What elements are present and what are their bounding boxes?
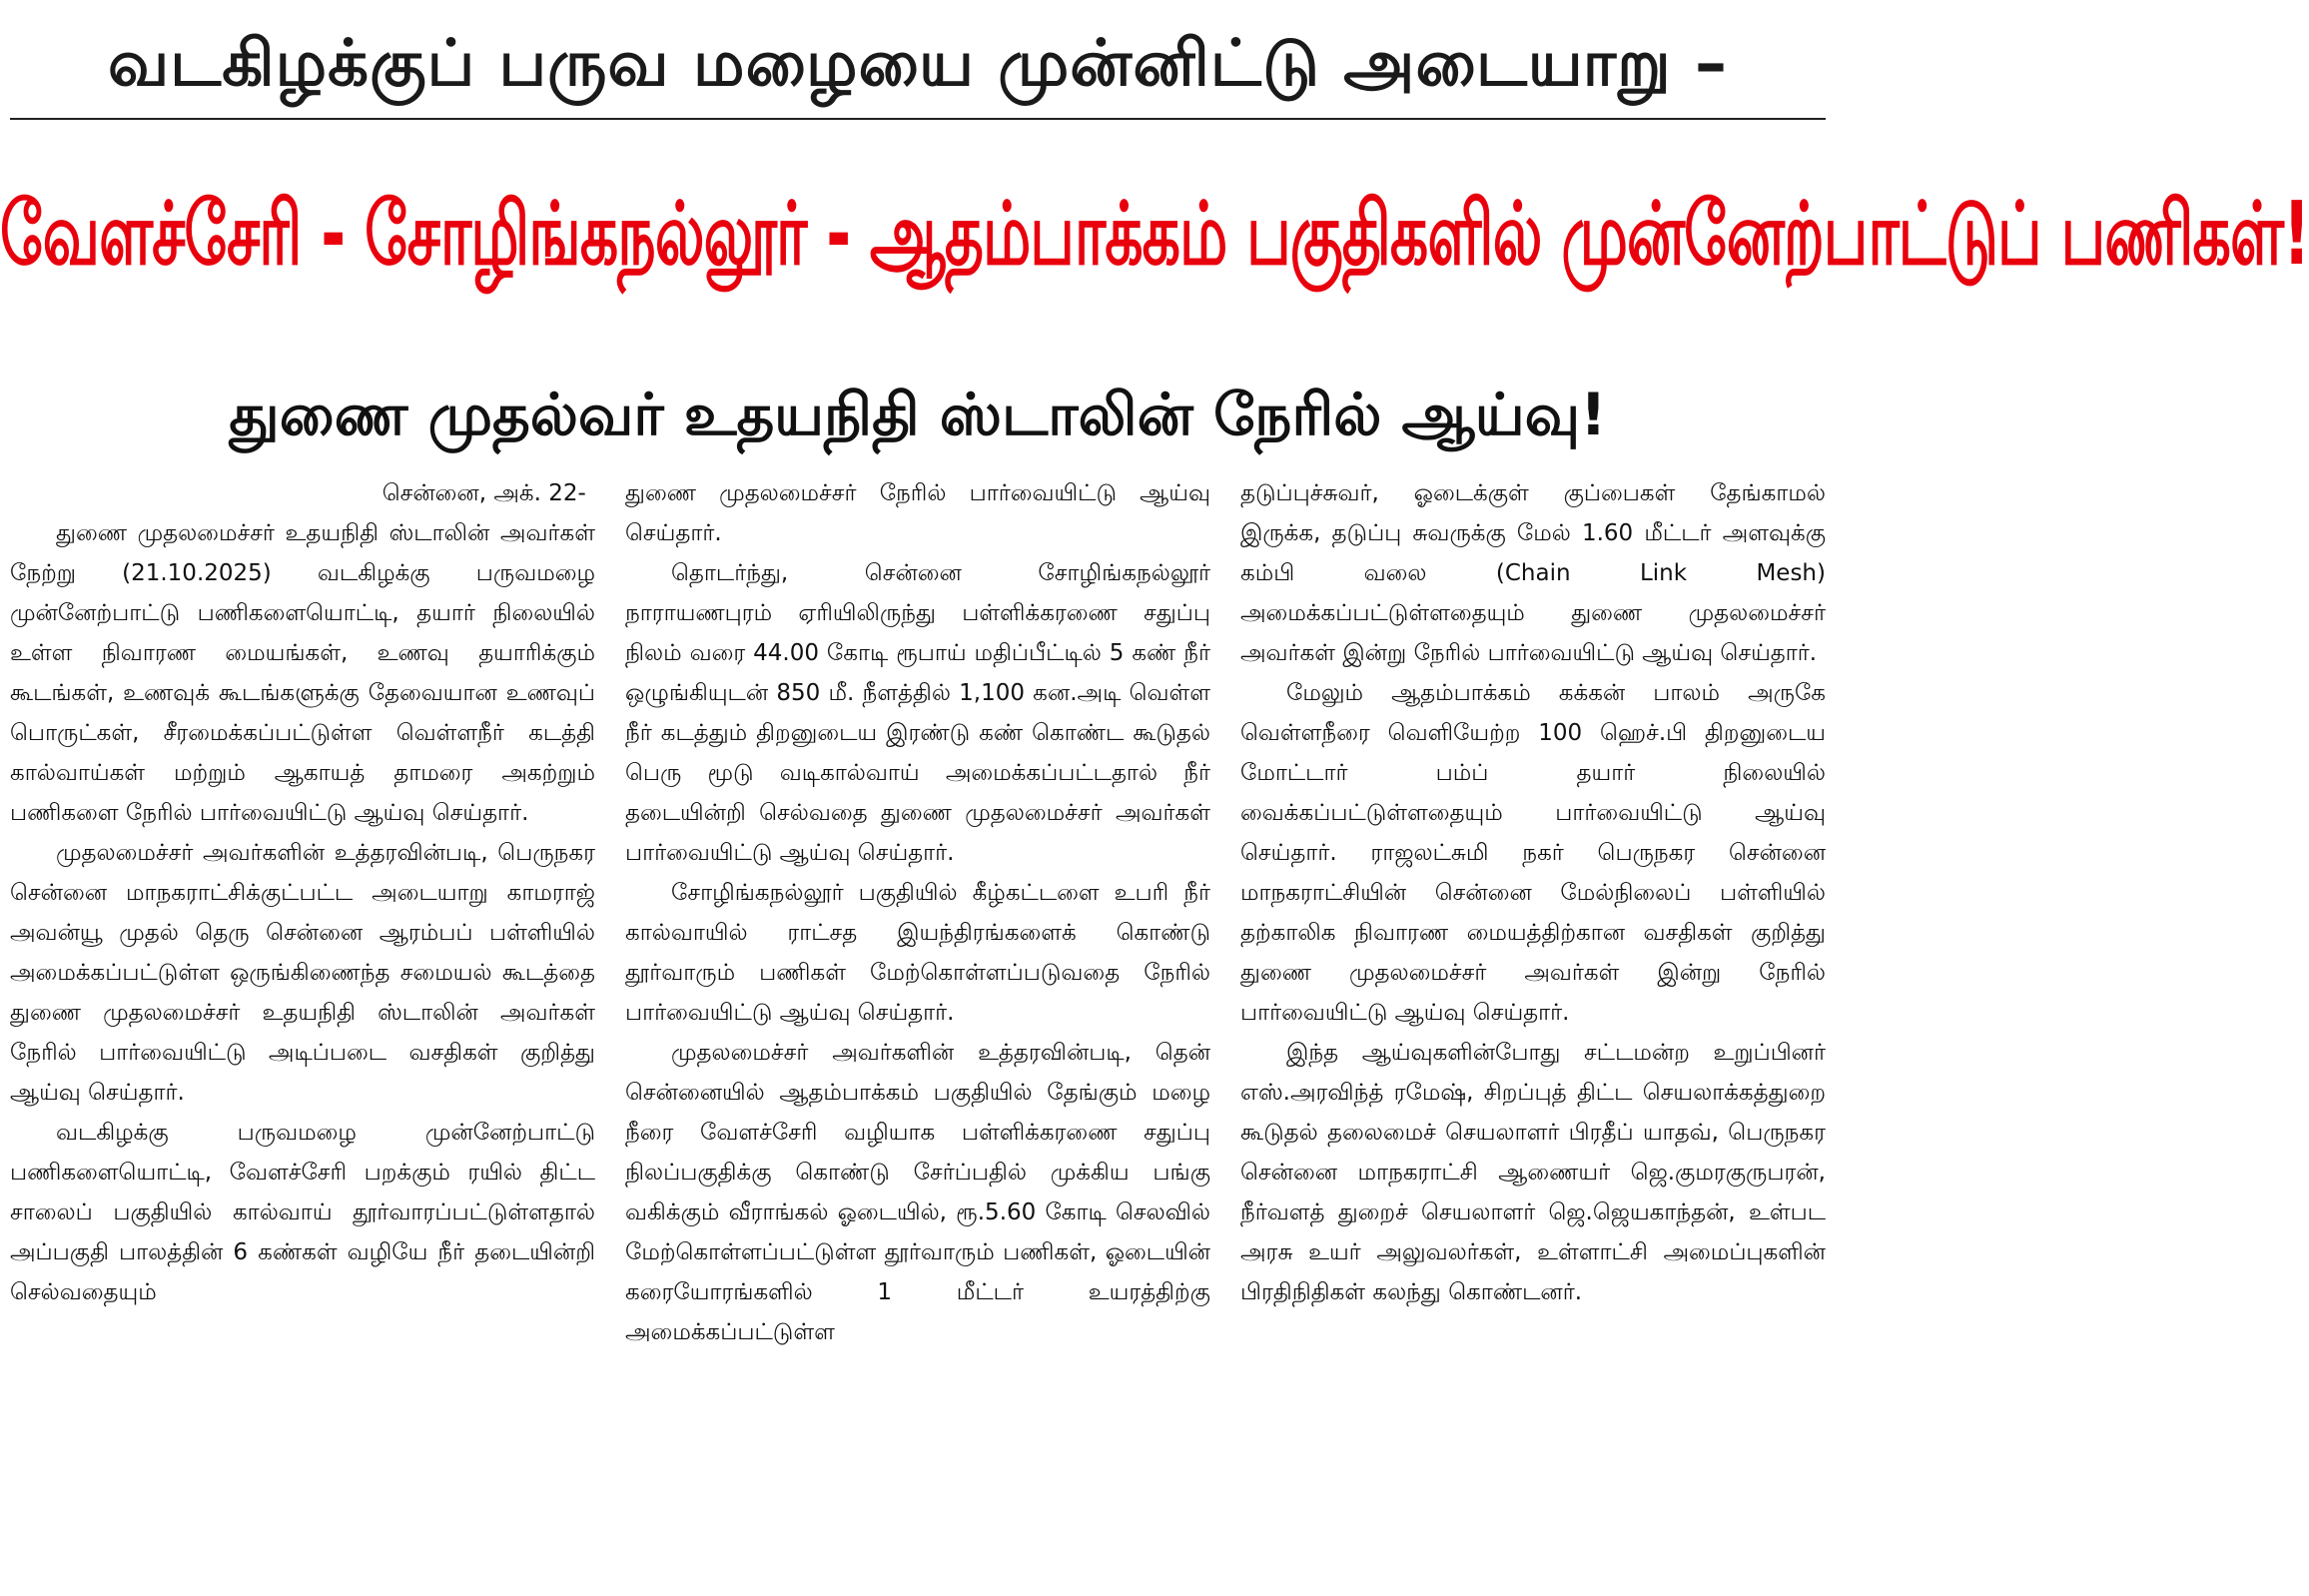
article-column-1	[10, 473, 595, 1586]
paragraph: முதலமைச்சர் அவர்களின் உத்தரவின்படி, தென் சென்னையில் ஆதம்பாக்கம் பகுதியில் தேங்கும் மழை நீரை வேளச்சேரி வழியாக பள்ளிக்கரணை சதுப்பு நிலப்பகுதிக்கு கொண்டு சேர்ப்பதில் முக்கிய பங்கு வகிக்கும் வீராங்கல் ஓடையில், ரூ.5.60 கோடி செலவில் மேற்கொள்ளப்பட்டுள்ள தூர்வாரும் பணிகள், ஓடையின் கரையோரங்களில் 1 மீட்டர் உயரத்திற்கு அமைக்கப்பட்டுள்ள	[625, 1040, 1210, 1345]
paragraph: சோழிங்கநல்லூர் பகுதியில் கீழ்கட்டளை உபரி நீர் கால்வாயில் ராட்சத இயந்திரங்களைக் கொண்டு தூர்வாரும் பணிகள் மேற்கொள்ளப்படுவதை நேரில் பார்வையிட்டு ஆய்வு செய்தார்.	[625, 880, 1210, 1026]
sub-headline: துணை முதல்வர் உதயநிதி ஸ்டாலின் நேரில் ஆய்வு!	[229, 381, 1607, 448]
article-column-2	[625, 473, 1210, 1586]
paragraph: மேலும் ஆதம்பாக்கம் கக்கன் பாலம் அருகே வெள்ளநீரை வெளியேற்ற 100 ஹெச்.பி திறனுடைய மோட்டார் பம்ப் தயார் நிலையில் வைக்கப்பட்டுள்ளதையும் பார்வையிட்டு ஆய்வு செய்தார். ராஜலட்சுமி நகர் பெருநகர சென்னை மாநகராட்சியின் சென்னை மேல்நிலைப் பள்ளியில் தற்காலிக நிவாரண மையத்திற்கான வசதிகள் குறித்து துணை முதலமைச்சர் அவர்கள் இன்று நேரில் பார்வையிட்டு ஆய்வு செய்தார்.	[1240, 680, 1826, 1026]
main-headline: வேளச்சேரி - சோழிங்கநல்லூர் - ஆதம்பாக்கம் பகுதிகளில் முன்னேற்பாட்டுப் பணிகள்!	[0, 184, 2309, 286]
paragraph: துணை முதலமைச்சர் நேரில் பார்வையிட்டு ஆய்வு செய்தார்.	[625, 480, 1210, 546]
paragraph: இந்த ஆய்வுகளின்போது சட்டமன்ற உறுப்பினர் எஸ்.அரவிந்த் ரமேஷ், சிறப்புத் திட்ட செயலாக்கத்துறை கூடுதல் தலைமைச் செயலாளர் பிரதீப் யாதவ், பெருநகர சென்னை மாநகராட்சி ஆணையர் ஜெ.குமரகுருபரன், நீர்வளத் துறைச் செயலாளர் ஜெ.ஜெயகாந்தன், உள்பட அரசு உயர் அலுவலர்கள், உள்ளாட்சி அமைப்புகளின் பிரதிநிதிகள் கலந்து கொண்டனர்.	[1240, 1040, 1826, 1305]
dateline: சென்னை, அக். 22-	[382, 480, 586, 506]
paragraph: வடகிழக்கு பருவமழை முன்னேற்பாட்டு பணிகளையொட்டி, வேளச்சேரி பறக்கும் ரயில் திட்ட சாலைப் பகுதியில் கால்வாய் தூர்வாரப்பட்டுள்ளதால் அப்பகுதி பாலத்தின் 6 கண்கள் வழியே நீர் தடையின்றி செல்வதையும்	[10, 1120, 595, 1305]
paragraph: முதலமைச்சர் அவர்களின் உத்தரவின்படி, பெருநகர சென்னை மாநகராட்சிக்குட்பட்ட அடையாறு காமராஜ் அவன்யூ முதல் தெரு சென்னை ஆரம்பப் பள்ளியில் அமைக்கப்பட்டுள்ள ஒருங்கிணைந்த சமையல் கூடத்தை துணை முதலமைச்சர் உதயநிதி ஸ்டாலின் அவர்கள் நேரில் பார்வையிட்டு அடிப்படை வசதிகள் குறித்து ஆய்வு செய்தார்.	[10, 840, 595, 1106]
paragraph: துணை முதலமைச்சர் உதயநிதி ஸ்டாலின் அவர்கள் நேற்று (21.10.2025) வடகிழக்கு பருவமழை முன்னேற்பாட்டு பணிகளையொட்டி, தயார் நிலையில் உள்ள நிவாரண மையங்கள், உணவு தயாரிக்கும் கூடங்கள், உணவுக் கூடங்களுக்கு தேவையான உணவுப் பொருட்கள், சீரமைக்கப்பட்டுள்ள வெள்ளநீர் கடத்தி கால்வாய்கள் மற்றும் ஆகாயத் தாமரை அகற்றும் பணிகளை நேரில் பார்வையிட்டு ஆய்வு செய்தார்.	[10, 520, 595, 826]
article-body	[10, 473, 1826, 1586]
kicker-headline: வடகிழக்குப் பருவ மழையை முன்னிட்டு அடையாறு –	[108, 27, 1728, 101]
paragraph: தொடர்ந்து, சென்னை சோழிங்கநல்லூர் நாராயணபுரம் ஏரியிலிருந்து பள்ளிக்கரணை சதுப்பு நிலம் வரை 44.00 கோடி ரூபாய் மதிப்பீட்டில் 5 கண் நீர் ஒழுங்கியுடன் 850 மீ. நீளத்தில் 1,100 கன.அடி வெள்ள நீர் கடத்தும் திறனுடைய இரண்டு கண் கொண்ட கூடுதல் பெரு மூடு வடிகால்வாய் அமைக்கப்பட்டதால் நீர் தடையின்றி செல்வதை துணை முதலமைச்சர் அவர்கள் பார்வையிட்டு ஆய்வு செய்தார்.	[625, 560, 1210, 866]
paragraph: தடுப்புச்சுவர், ஓடைக்குள் குப்பைகள் தேங்காமல் இருக்க, தடுப்பு சுவருக்கு மேல் 1.60 மீட்டர் அளவுக்கு கம்பி வலை (Chain Link Mesh) அமைக்கப்பட்டுள்ளதையும் துணை முதலமைச்சர் அவர்கள் இன்று நேரில் பார்வையிட்டு ஆய்வு செய்தார்.	[1240, 480, 1826, 666]
article-column-3	[1240, 473, 1826, 1586]
